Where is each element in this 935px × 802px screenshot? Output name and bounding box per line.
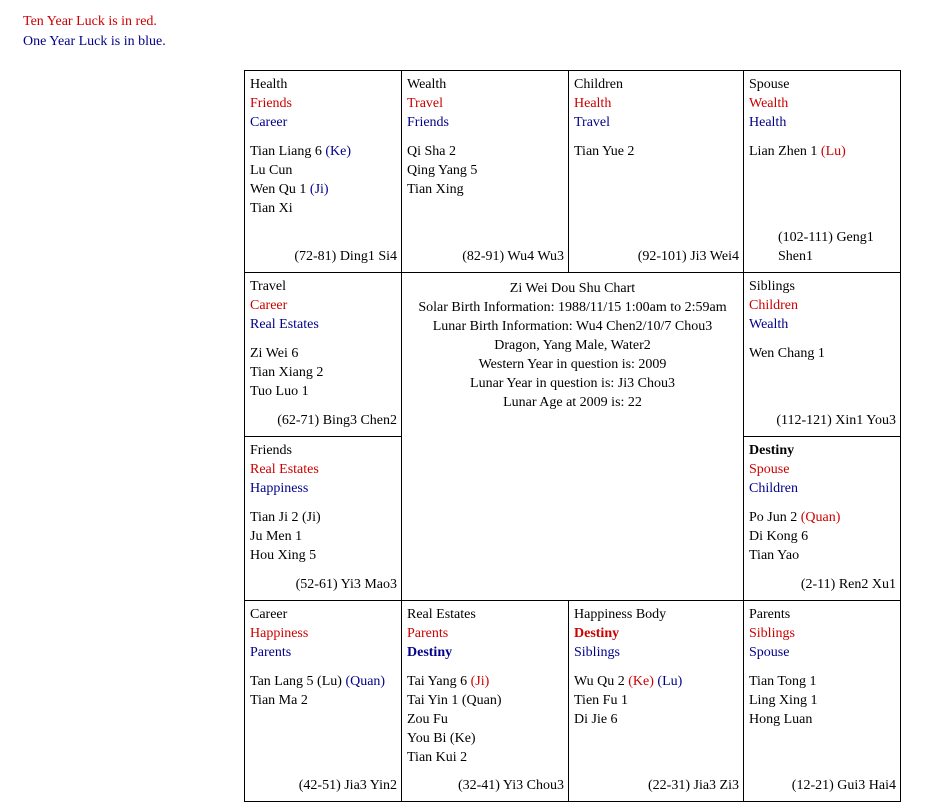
star-item bbox=[250, 382, 396, 401]
one-year-palace: Friends bbox=[407, 115, 449, 130]
star-list bbox=[250, 508, 396, 565]
palace-hai bbox=[744, 601, 901, 802]
palace-name: Parents bbox=[749, 607, 791, 622]
chart-info-line: Dragon, Yang Male, Water2 bbox=[494, 338, 651, 353]
star-name: Lian Zhen 1 bbox=[749, 144, 821, 159]
star-name: Di Jie 6 bbox=[574, 712, 618, 727]
star-item bbox=[250, 363, 396, 382]
star-name: Di Kong 6 bbox=[749, 529, 809, 544]
star-name: Tien Fu 1 bbox=[574, 693, 628, 708]
star-list bbox=[749, 344, 895, 363]
star-item bbox=[407, 729, 563, 748]
one-year-palace: Destiny bbox=[407, 645, 453, 660]
one-year-palace: Happiness bbox=[250, 481, 309, 496]
star-item bbox=[407, 672, 563, 691]
star-item bbox=[574, 691, 738, 710]
star-item bbox=[407, 691, 563, 710]
star-name: Hou Xing 5 bbox=[250, 548, 317, 563]
star-item bbox=[749, 546, 895, 565]
palace-branch: (2-11) Ren2 Xu1 bbox=[800, 577, 896, 592]
ten-year-palace: Spouse bbox=[749, 462, 790, 477]
chart-center bbox=[402, 273, 744, 601]
star-name: Qing Yang 5 bbox=[407, 163, 478, 178]
star-name: Tian Xi bbox=[250, 201, 293, 216]
ten-year-palace: Real Estates bbox=[250, 462, 319, 477]
star-name: Ju Men 1 bbox=[250, 529, 303, 544]
star-item bbox=[250, 180, 396, 199]
star-name: Ling Xing 1 bbox=[749, 693, 818, 708]
one-year-palace: Career bbox=[250, 115, 288, 130]
star-item bbox=[407, 748, 563, 767]
palace-yin bbox=[245, 601, 402, 802]
star-transform: (Ji) bbox=[470, 674, 490, 689]
star-item bbox=[250, 161, 396, 180]
palace-name: Spouse bbox=[749, 77, 790, 92]
palace-branch: (22-31) Jia3 Zi3 bbox=[648, 778, 739, 793]
star-list bbox=[574, 142, 738, 161]
star-name: Tian Xing bbox=[407, 182, 464, 197]
palace-name: Happiness Body bbox=[574, 607, 667, 622]
palace-name: Travel bbox=[250, 279, 287, 294]
star-item bbox=[574, 710, 738, 729]
star-item bbox=[250, 344, 396, 363]
star-transform: (Lu) bbox=[820, 144, 846, 159]
star-name: Tian Kui 2 bbox=[407, 750, 468, 765]
one-year-palace: Travel bbox=[574, 115, 611, 130]
ten-year-palace: Parents bbox=[407, 626, 449, 641]
palace-zi bbox=[569, 601, 744, 802]
palace-branch: (102-111) Geng1 Shen1 bbox=[778, 230, 874, 264]
chart-info bbox=[402, 273, 743, 412]
zi-wei-chart bbox=[244, 70, 901, 802]
palace-branch: (12-21) Gui3 Hai4 bbox=[791, 778, 896, 793]
chart-info-line: Lunar Birth Information: Wu4 Chen2/10/7 Chou3 bbox=[432, 319, 713, 334]
ten-year-palace: Children bbox=[749, 298, 798, 313]
star-name: Tian Ji 2 (Ji) bbox=[250, 510, 321, 525]
palace-si bbox=[245, 71, 402, 273]
star-name: Tian Yue 2 bbox=[574, 144, 635, 159]
palace-branch: (72-81) Ding1 Si4 bbox=[294, 249, 397, 264]
star-list bbox=[407, 672, 563, 767]
palace-you bbox=[744, 273, 901, 437]
palace-branch: (112-121) Xin1 You3 bbox=[776, 413, 896, 428]
star-name: Tian Yao bbox=[749, 548, 800, 563]
star-item bbox=[749, 691, 895, 710]
one-year-palace: Siblings bbox=[574, 645, 620, 660]
palace-name: Wealth bbox=[407, 77, 447, 92]
palace-wei bbox=[569, 71, 744, 273]
star-name: Tan Lang 5 (Lu) bbox=[250, 674, 346, 689]
star-item bbox=[250, 691, 396, 710]
chart-info-line: Lunar Year in question is: Ji3 Chou3 bbox=[470, 376, 675, 391]
star-list bbox=[749, 508, 895, 565]
star-name: Wen Chang 1 bbox=[749, 346, 825, 361]
star-name: Tian Liang 6 bbox=[250, 144, 326, 159]
legend-one-year: One Year Luck is in blue. bbox=[23, 34, 166, 49]
ten-year-palace: Destiny bbox=[574, 626, 620, 641]
ten-year-palace: Travel bbox=[407, 96, 444, 111]
palace-name: Career bbox=[250, 607, 288, 622]
star-list bbox=[574, 672, 738, 729]
palace-branch: (42-51) Jia3 Yin2 bbox=[298, 778, 397, 793]
star-item bbox=[749, 142, 895, 161]
star-name: Tuo Luo 1 bbox=[250, 384, 309, 399]
palace-name: Friends bbox=[250, 443, 292, 458]
legend-ten-year: Ten Year Luck is in red. bbox=[23, 14, 157, 29]
star-item bbox=[407, 142, 563, 161]
star-list bbox=[250, 672, 396, 710]
star-transform: (Ke) bbox=[325, 144, 351, 159]
star-name: Tian Ma 2 bbox=[250, 693, 308, 708]
star-name: Tian Xiang 2 bbox=[250, 365, 324, 380]
star-list bbox=[407, 142, 563, 199]
star-name: Po Jun 2 bbox=[749, 510, 801, 525]
palace-name: Siblings bbox=[749, 279, 795, 294]
palace-name: Children bbox=[574, 77, 623, 92]
one-year-palace: Spouse bbox=[749, 645, 790, 660]
star-name: Zi Wei 6 bbox=[250, 346, 299, 361]
star-name: Zou Fu bbox=[407, 712, 448, 727]
one-year-palace: Children bbox=[749, 481, 798, 496]
star-item bbox=[574, 672, 738, 691]
palace-branch: (52-61) Yi3 Mao3 bbox=[295, 577, 397, 592]
star-item bbox=[407, 161, 563, 180]
star-item bbox=[749, 508, 895, 527]
star-item bbox=[749, 344, 895, 363]
ten-year-palace: Wealth bbox=[749, 96, 789, 111]
palace-name: Real Estates bbox=[407, 607, 476, 622]
legend bbox=[23, 12, 166, 52]
chart-info-line: Solar Birth Information: 1988/11/15 1:00am to 2:59am bbox=[418, 300, 727, 315]
star-item bbox=[250, 527, 396, 546]
ten-year-palace: Happiness bbox=[250, 626, 309, 641]
palace-branch: (62-71) Bing3 Chen2 bbox=[277, 413, 397, 428]
chart-info-line: Zi Wei Dou Shu Chart bbox=[509, 281, 636, 296]
star-name: Lu Cun bbox=[250, 163, 293, 178]
chart-info-line: Western Year in question is: 2009 bbox=[478, 357, 667, 372]
star-item bbox=[574, 142, 738, 161]
palace-mao bbox=[245, 437, 402, 601]
palace-name: Health bbox=[250, 77, 288, 92]
star-item bbox=[250, 546, 396, 565]
star-item bbox=[250, 672, 396, 691]
ten-year-palace: Siblings bbox=[749, 626, 795, 641]
star-name: Wu Qu 2 bbox=[574, 674, 629, 689]
one-year-palace: Real Estates bbox=[250, 317, 319, 332]
ten-year-palace: Career bbox=[250, 298, 288, 313]
one-year-palace: Wealth bbox=[749, 317, 789, 332]
palace-branch: (32-41) Yi3 Chou3 bbox=[457, 778, 564, 793]
ten-year-palace: Friends bbox=[250, 96, 292, 111]
ten-year-palace: Health bbox=[574, 96, 612, 111]
star-list bbox=[749, 672, 895, 729]
star-transform: (Lu) bbox=[653, 674, 683, 689]
palace-chen bbox=[245, 273, 402, 437]
star-item bbox=[407, 710, 563, 729]
star-name: Hong Luan bbox=[749, 712, 813, 727]
star-list bbox=[749, 142, 895, 161]
one-year-palace: Parents bbox=[250, 645, 292, 660]
star-name: Tai Yang 6 bbox=[407, 674, 471, 689]
palace-xu bbox=[744, 437, 901, 601]
star-transform: (Ji) bbox=[309, 182, 329, 197]
star-name: Tai Yin 1 (Quan) bbox=[407, 693, 502, 708]
palace-shen bbox=[744, 71, 901, 273]
star-transform: (Quan) bbox=[345, 674, 386, 689]
star-item bbox=[250, 142, 396, 161]
star-name: Tian Tong 1 bbox=[749, 674, 817, 689]
palace-branch: (92-101) Ji3 Wei4 bbox=[637, 249, 739, 264]
star-item bbox=[749, 527, 895, 546]
star-transform: (Ke) bbox=[628, 674, 654, 689]
one-year-palace: Health bbox=[749, 115, 787, 130]
star-name: You Bi (Ke) bbox=[407, 731, 476, 746]
star-item bbox=[250, 508, 396, 527]
chart-info-line: Lunar Age at 2009 is: 22 bbox=[503, 395, 642, 410]
star-list bbox=[250, 142, 396, 218]
palace-branch: (82-91) Wu4 Wu3 bbox=[462, 249, 564, 264]
star-item bbox=[407, 180, 563, 199]
star-item bbox=[749, 672, 895, 691]
star-item bbox=[749, 710, 895, 729]
star-transform: (Quan) bbox=[800, 510, 841, 525]
palace-name: Destiny bbox=[749, 443, 795, 458]
star-item bbox=[250, 199, 396, 218]
star-name: Wen Qu 1 bbox=[250, 182, 310, 197]
star-list bbox=[250, 344, 396, 401]
palace-wu bbox=[402, 71, 569, 273]
palace-chou bbox=[402, 601, 569, 802]
star-name: Qi Sha 2 bbox=[407, 144, 456, 159]
